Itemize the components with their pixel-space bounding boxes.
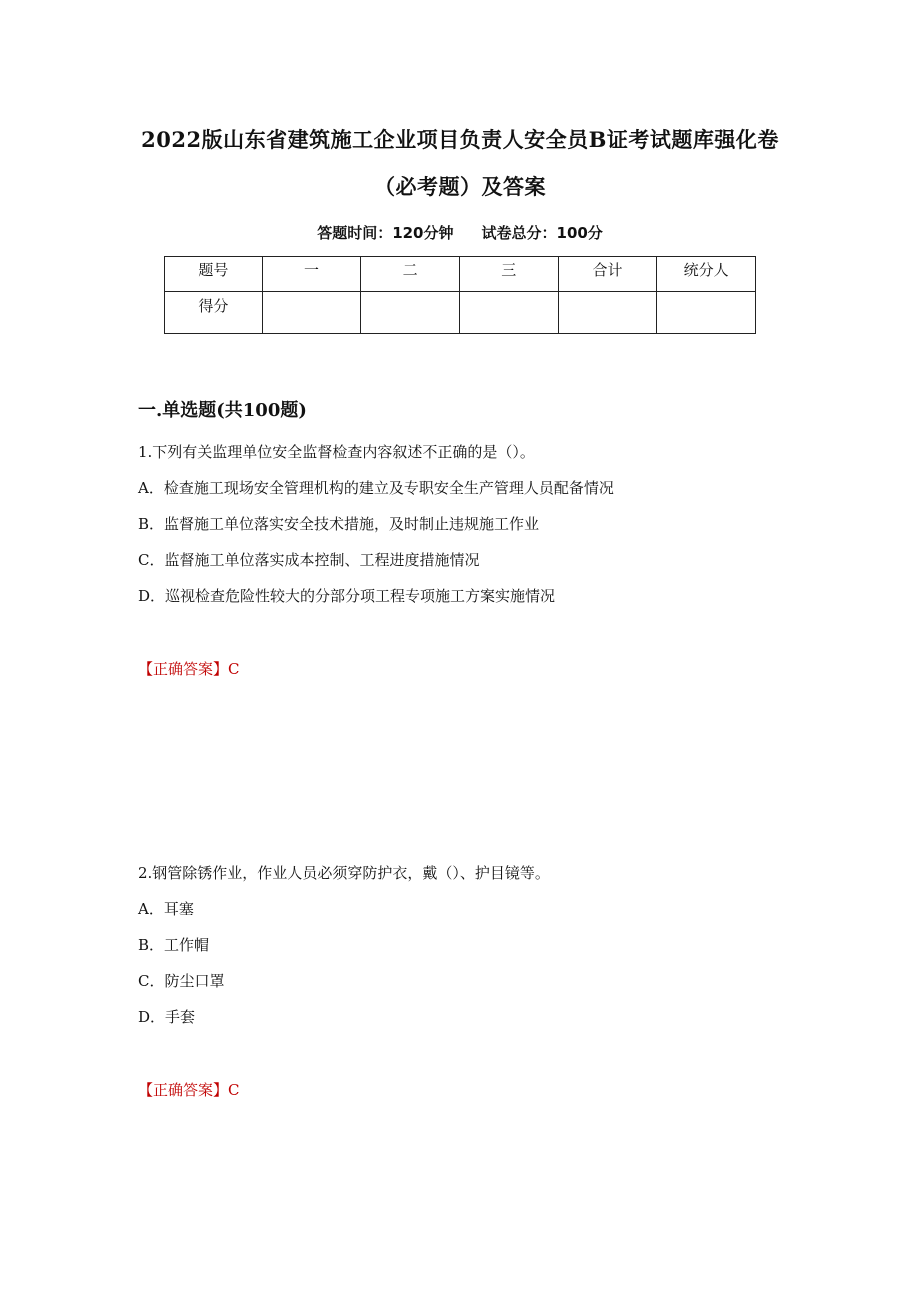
score-header-cell: 题号	[165, 257, 263, 292]
score-header-cell: 三	[459, 257, 558, 292]
document-title-line-2: （必考题）及答案	[374, 174, 546, 199]
score-row-label: 得分	[165, 292, 263, 334]
document-title-line-1: 2022版山东省建筑施工企业项目负责人安全员B证考试题库强化卷	[141, 127, 779, 152]
exam-total-score: 试卷总分：100分	[481, 224, 603, 242]
score-header-cell: 一	[262, 257, 361, 292]
score-cell	[262, 292, 361, 334]
question-1-option-a: A．检查施工现场安全管理机构的建立及专职安全生产管理人员配备情况	[138, 479, 614, 497]
exam-meta	[0, 222, 920, 243]
score-cell	[459, 292, 558, 334]
question-2-option-a: A．耳塞	[138, 900, 194, 918]
score-cell	[657, 292, 756, 334]
question-1-option-b: B．监督施工单位落实安全技术措施，及时制止违规施工作业	[138, 515, 540, 533]
score-cell	[558, 292, 657, 334]
question-2-option-c: C．防尘口罩	[138, 972, 225, 990]
question-1-stem: 1.下列有关监理单位安全监督检查内容叙述不正确的是（）。	[138, 443, 535, 461]
question-1-option-c: C．监督施工单位落实成本控制、工程进度措施情况	[138, 551, 480, 569]
question-2-stem: 2.钢管除锈作业，作业人员必须穿防护衣，戴（）、护目镜等。	[138, 864, 550, 882]
score-header-cell: 统分人	[657, 257, 756, 292]
section-heading: 一.单选题(共100题)	[138, 400, 307, 421]
score-table-score-row	[165, 292, 756, 334]
score-table	[164, 256, 756, 334]
question-1-answer: 【正确答案】C	[138, 660, 240, 678]
score-table-header-row	[165, 257, 756, 292]
question-1-option-d: D．巡视检查危险性较大的分部分项工程专项施工方案实施情况	[138, 587, 556, 605]
question-2-option-b: B．工作帽	[138, 936, 210, 954]
question-2-option-d: D．手套	[138, 1008, 196, 1026]
exam-time: 答题时间：120分钟	[317, 224, 454, 242]
score-header-cell: 合计	[558, 257, 657, 292]
score-cell	[361, 292, 460, 334]
score-header-cell: 二	[361, 257, 460, 292]
question-2-answer: 【正确答案】C	[138, 1081, 240, 1099]
